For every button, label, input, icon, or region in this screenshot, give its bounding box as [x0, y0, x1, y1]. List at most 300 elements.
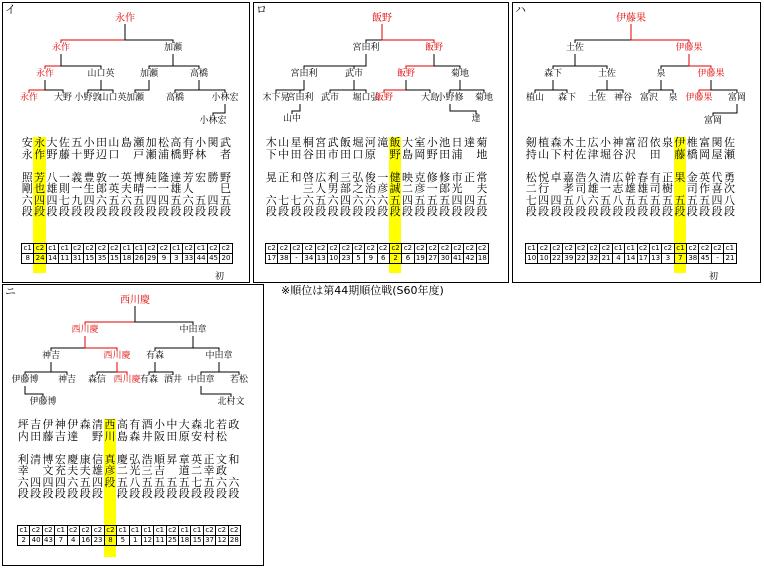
rank-order-cell: 28 [229, 536, 239, 544]
rank-class-cell: c2 [158, 244, 170, 254]
rank-class-cell: c2 [228, 526, 240, 536]
player-column: 剱 持 松 二 七 段 [525, 136, 537, 218]
rank-class-cell: c2 [600, 244, 612, 254]
rank-order-cell: 13 [316, 254, 326, 262]
rank-order-cell: 23 [341, 254, 351, 262]
rank-order-cell: 2 [389, 254, 401, 264]
rank-order-cell: 15 [192, 536, 202, 544]
player-column: 小 林 宏 五 段 [195, 136, 207, 218]
rank-order-cell: 8 [22, 254, 34, 264]
bracket-winner: 伊藤果 [616, 13, 646, 24]
bracket-node: 泉 [668, 93, 678, 103]
rank-class-cell: c2 [104, 526, 116, 536]
rank-class-cell: c1 [46, 244, 58, 254]
rank-order-cell: 22 [552, 254, 561, 262]
player-column: 西 川 真 彦 段 [104, 418, 116, 489]
rank-class-cell: c2 [711, 244, 723, 254]
bracket-line [219, 362, 239, 375]
player-columns [21, 137, 232, 218]
rank-order-cell: 18 [122, 254, 132, 262]
bracket-line [61, 54, 101, 69]
bracket-node: 山中 [282, 114, 302, 124]
bracket-winner: 飯野 [372, 13, 392, 24]
bracket-line [366, 24, 382, 43]
player-column: 伊 藤 果 五 段 [674, 136, 686, 218]
bracket-node: 森信 [87, 375, 107, 385]
player-column: 吉 田 清 四 段 [30, 418, 42, 500]
rank-order-cell: 17 [267, 254, 277, 262]
bracket-node: 加瀬 [125, 93, 145, 103]
bracket-node: 西川慶 [113, 375, 141, 385]
player-column: 土 佐 浩 司 八 段 [575, 136, 587, 218]
player-column: 達 正 四 段 [463, 136, 475, 218]
bracket-line [149, 54, 173, 69]
rank-class-cell: c2 [538, 244, 550, 254]
player-columns [265, 137, 488, 218]
rank-class-cell: c2 [439, 244, 451, 254]
bracket-line [460, 80, 484, 93]
player-columns [525, 137, 736, 218]
bracket-panel [2, 2, 250, 283]
player-column: 政 和 六 段 [228, 418, 240, 500]
rank-order-cell: 8 [104, 536, 116, 546]
bracket-line [135, 306, 193, 325]
rank-order-cell: 33 [184, 254, 194, 262]
bracket-line [85, 306, 135, 325]
rank-class-cell: c1 [55, 526, 67, 536]
rank-order-cell: 30 [440, 254, 450, 262]
bracket-line [330, 80, 354, 93]
rank-class-cell: c2 [377, 244, 389, 254]
player-column: 木 下 晃 六 段 [265, 136, 277, 218]
bracket-line [155, 362, 173, 375]
bracket-node: 西川慶 [103, 351, 131, 361]
bracket-node: 中田章 [179, 325, 207, 335]
player-column: 富 沢 幹 雄 五 段 [624, 136, 636, 218]
rank-class-cell: c2 [451, 244, 463, 254]
bracket-node: 伊藤果 [685, 93, 713, 103]
bracket-line [597, 80, 607, 93]
bracket-node: 小林宏 [199, 116, 227, 126]
rank-order-cell: 29 [147, 254, 157, 262]
bracket-line [649, 80, 661, 93]
rank-class-cell: c2 [699, 244, 711, 254]
rank-order-cell: 27 [428, 254, 438, 262]
bracket-node: 宮田利 [286, 93, 314, 103]
bracket-node: 永作 [51, 43, 71, 53]
bracket-line [85, 336, 117, 351]
player-column: 中 田 昇 五 段 [166, 418, 178, 500]
panel-label: イ [5, 3, 16, 16]
player-column: 日 浦 市 光 四 段 [451, 136, 463, 218]
rank-order-cell: 26 [134, 254, 144, 262]
bracket-line [699, 80, 711, 93]
rank-order-cell: 17 [638, 254, 648, 262]
rank-order-cell: 3 [170, 254, 182, 264]
rank-class-cell: c2 [352, 244, 364, 254]
bracket-line [88, 80, 101, 93]
rank-order-cell: 45 [700, 254, 710, 262]
rank-class-cell: c2 [327, 244, 339, 254]
bracket-node: 堀口弘 [352, 93, 380, 103]
bracket-node: 神吉 [41, 351, 61, 361]
player-column: 桐 谷 啓 三 六 段 [302, 136, 314, 218]
player-column: 山 口 一 英 五 段 [108, 136, 120, 218]
bracket-node: 若松 [229, 375, 249, 385]
bracket-node: 土佐 [587, 93, 607, 103]
player-column: 神 吉 宏 充 四 段 [54, 418, 66, 500]
player-column: 飯 田 三 部 四 段 [340, 136, 352, 218]
player-column: 山 中 正 七 段 [278, 136, 290, 218]
rank-class-cell: c1 [649, 244, 661, 254]
rank-class-cell: c2 [662, 244, 674, 254]
bracket-node: 達 [471, 114, 481, 124]
rank-class-cell: c2 [30, 526, 42, 536]
rank-class-cell: c1 [154, 526, 166, 536]
player-column: 高 橋 達 雄 五 段 [170, 136, 182, 218]
bracket-line [199, 80, 225, 93]
player-column: 有 野 芳 人 六 段 [182, 136, 194, 218]
player-column: 酒 井 浩 三 五 段 [141, 418, 153, 500]
player-column: 田 辺 敦 郎 六 段 [96, 136, 108, 218]
rank-order-cell: 31 [72, 254, 82, 262]
rank-order-cell: 24 [35, 254, 45, 262]
bracket-line [661, 54, 689, 69]
rank-class-cell: c2 [340, 244, 352, 254]
bracket-node: 永作 [19, 93, 39, 103]
rank-class-cell: c1 [612, 244, 624, 254]
rank-class-cell: c2 [34, 244, 46, 254]
bracket-panel [512, 2, 761, 283]
rank-order-cell: 37 [205, 536, 215, 544]
rank-class-cell: c1 [141, 526, 153, 536]
player-column: 松 浦 隆 一 四 段 [157, 136, 169, 218]
bracket-line [450, 104, 476, 114]
rank-order-cell: 12 [217, 536, 227, 544]
bracket-node: 植山 [525, 93, 545, 103]
player-column: 関 勝 四 段 [207, 136, 219, 218]
rank-order-cell: 14 [626, 254, 636, 262]
bracket-node: 酒井 [163, 375, 183, 385]
bracket-line [450, 80, 460, 93]
rank-order-cell: 38 [688, 254, 698, 262]
bracket-node: 宮田利 [290, 69, 318, 79]
rank-order-cell: 6 [377, 254, 389, 264]
player-column: 北 村 正 幸 五 段 [203, 418, 215, 500]
rank-class-cell: c2 [108, 244, 120, 254]
player-column: 伊 達 慶 夫 六 段 [67, 418, 79, 500]
player-column: 大 原 章 道 五 段 [178, 418, 190, 500]
bracket-line [661, 80, 673, 93]
bracket-line [51, 362, 67, 375]
bracket-node: 飯野 [374, 93, 394, 103]
player-column: 高 島 慶 二 五 段 [116, 418, 128, 500]
rank-table [525, 243, 737, 264]
bracket-line [175, 80, 199, 93]
panel-label: ハ [515, 3, 526, 16]
rank-order-cell: 5 [117, 536, 129, 546]
rank-order-cell: 12 [143, 536, 153, 544]
rank-order-cell: 39 [564, 254, 574, 262]
bracket-line [354, 54, 366, 69]
rank-order-cell: 22 [576, 254, 586, 262]
bracket-node: 中田章 [205, 351, 233, 361]
bracket-node: 永作 [35, 69, 55, 79]
rank-order-cell: 6 [402, 254, 414, 264]
player-column: 滝 一 彦 六 段 [377, 136, 389, 218]
rank-class-cell: c2 [587, 244, 599, 254]
panel-label: ニ [5, 285, 16, 298]
bracket-node: 富岡 [727, 93, 747, 103]
player-column: 伊 藤 博 文 四 段 [42, 418, 54, 500]
rank-order-cell: 45 [209, 254, 219, 262]
panel-label: ロ [256, 3, 267, 16]
rank-order-cell: 2 [18, 536, 30, 546]
rank-order-cell: 11 [155, 536, 165, 544]
player-columns [17, 419, 240, 500]
player-column: 小 阪 順 吉 五 段 [153, 418, 165, 500]
bracket-line [45, 54, 61, 69]
player-column: 永 作 芳 也 四 段 [34, 136, 46, 218]
bracket-node: 木下晃 [262, 93, 290, 103]
bracket-line [382, 24, 434, 43]
bracket-line [304, 54, 366, 69]
bracket-node: 菊地 [474, 93, 494, 103]
rank-class-cell: c2 [71, 244, 83, 254]
rank-order-cell: 3 [662, 254, 674, 264]
rank-order-cell: 32 [589, 254, 599, 262]
player-column: 島 英 夫 六 段 [120, 136, 132, 218]
player-column: 小 野 修 一 五 段 [426, 136, 438, 218]
bracket-node: 富沢 [639, 93, 659, 103]
rank-class-cell: c1 [191, 526, 203, 536]
player-column: 河 原 俊 治 六 段 [364, 136, 376, 218]
bracket-line [201, 386, 231, 397]
player-column: 小 野 豊 生 四 段 [83, 136, 95, 218]
bracket-panel [253, 2, 509, 283]
bracket-node: 高橋 [165, 93, 185, 103]
rank-class-cell: c2 [67, 526, 79, 536]
player-column: 沼 春 雄 五 段 [637, 136, 649, 218]
player-column: 広 津 久 雄 六 段 [587, 136, 599, 218]
bracket-line [61, 24, 125, 43]
player-column: 椎 橋 金 司 五 段 [686, 136, 698, 218]
rank-order-cell: 42 [465, 254, 475, 262]
player-column: 加 瀬 純 一 四 段 [145, 136, 157, 218]
player-column: 神 谷 広 志 八 段 [612, 136, 624, 218]
bracket-line [193, 336, 219, 351]
bracket-line [406, 54, 434, 69]
rank-order-cell: 20 [221, 254, 231, 262]
player-column: 森 康 夫 五 段 [79, 418, 91, 500]
player-column: 森 下 卓 四 段 [550, 136, 562, 218]
rank-order-cell: 34 [304, 254, 314, 262]
bracket-line [173, 54, 199, 69]
rank-class-cell: c2 [96, 244, 108, 254]
player-column: 小 堀 清 一 五 段 [600, 136, 612, 218]
bracket-line [97, 362, 117, 375]
player-column: 瀬 戸 博 晴 五 段 [133, 136, 145, 218]
bracket-line [553, 80, 567, 93]
bracket-line [25, 386, 43, 397]
rank-order-cell: 4 [612, 254, 624, 264]
player-column: 飯 野 健 誠 五 段 [389, 136, 401, 218]
rank-class-cell: c2 [278, 244, 290, 254]
rank-order-cell: 4 [67, 536, 79, 546]
player-column: 坪 内 利 幸 六 段 [17, 418, 29, 500]
rank-table [17, 525, 241, 546]
bracket-node: 伊藤博 [29, 397, 57, 407]
bracket-line [51, 336, 85, 351]
bracket-node: 森下 [543, 69, 563, 79]
bracket-line [711, 80, 737, 93]
rank-class-cell: c1 [724, 244, 736, 254]
rank-order-cell: 9 [158, 254, 170, 264]
bracket-line [117, 362, 127, 375]
rank-class-cell: c2 [166, 526, 178, 536]
rank-class-cell: c1 [18, 526, 30, 536]
player-column: 宮 田 広 人 五 段 [315, 136, 327, 218]
bracket-node: 西川慶 [71, 325, 99, 335]
bracket-line [101, 80, 113, 93]
bracket-node: 加瀬 [163, 43, 183, 53]
rank-class-cell: c2 [92, 526, 104, 536]
bracket-winner: 永作 [115, 13, 135, 24]
bracket-node: 大野 [53, 93, 73, 103]
rank-order-cell: 10 [329, 254, 339, 262]
bracket-node: 伊藤果 [697, 69, 725, 79]
rank-class-cell: c1 [59, 244, 71, 254]
rank-order-cell: 44 [196, 254, 206, 262]
bracket-line [155, 336, 193, 351]
bracket-node: 有森 [145, 351, 165, 361]
rank-order-cell: 25 [167, 536, 177, 544]
rank-class-cell: c2 [207, 244, 219, 254]
rank-order-cell: 18 [180, 536, 190, 544]
bracket-node: 山口英 [99, 93, 127, 103]
bracket-line [354, 80, 366, 93]
player-column: 植 山 悦 行 四 段 [538, 136, 550, 218]
bracket-line [535, 80, 553, 93]
rank-order-cell: 18 [477, 254, 487, 262]
rank-class-cell: c2 [83, 244, 95, 254]
player-column: 清 野 信 雄 四 段 [92, 418, 104, 500]
rank-order-cell: 19 [415, 254, 425, 262]
rank-class-cell: c2 [389, 244, 401, 254]
bracket-winner: 西川慶 [120, 295, 150, 306]
player-column: 富 岡 英 作 五 段 [699, 136, 711, 218]
player-column: 池 田 修 郎 五 段 [439, 136, 451, 218]
rank-class-cell: c1 [22, 244, 34, 254]
player-column: 佐 藤 一 則 七 段 [58, 136, 70, 218]
ranking-note: ※順位は第44期順位戦(S60年度) [281, 284, 444, 297]
bracket-node: 森下 [557, 93, 577, 103]
bracket-node: 北村文 [217, 397, 245, 407]
bracket-line [689, 54, 711, 69]
rank-order-cell: 9 [365, 254, 377, 264]
bracket-line [631, 24, 689, 43]
rank-class-cell: c2 [220, 244, 232, 254]
rank-class-cell: c2 [637, 244, 649, 254]
bracket-line [575, 24, 631, 43]
bracket-line [125, 24, 173, 43]
rank-class-cell: c2 [203, 526, 215, 536]
rank-class-cell: c2 [402, 244, 414, 254]
player-column: 大 野 八 雄 四 段 [46, 136, 58, 218]
rank-class-cell: c1 [625, 244, 637, 254]
bracket-node: 山口英 [87, 69, 115, 79]
rank-order-cell: 21 [601, 254, 611, 262]
bracket-line [384, 80, 406, 93]
rank-order-cell: 16 [81, 536, 91, 544]
bracket-node: 伊藤博 [11, 375, 39, 385]
player-column: 堀 口 弘 之 六 段 [352, 136, 364, 218]
rank-class-cell: c1 [526, 244, 538, 254]
player-column: 木 村 嘉 孝 五 段 [562, 136, 574, 218]
bracket-node: 大島 [420, 93, 440, 103]
bracket-node: 小野敦 [74, 93, 102, 103]
rank-order-cell: 13 [651, 254, 661, 262]
rank-class-cell: c2 [563, 244, 575, 254]
bracket-line [406, 80, 430, 93]
bracket-line [29, 80, 45, 93]
rank-order-cell: 15 [85, 254, 95, 262]
bracket-line [135, 80, 149, 93]
bracket-line [149, 362, 155, 375]
rank-class-cell: c2 [464, 244, 476, 254]
player-column: 五 十 義 一 九 段 [71, 136, 83, 218]
bracket-node: 有森 [139, 375, 159, 385]
bracket-node: 土佐 [597, 69, 617, 79]
rank-order-cell: 38 [279, 254, 289, 262]
bracket-node: 宮田利 [352, 43, 380, 53]
bracket-line [434, 54, 460, 69]
rank-order-cell: 10 [527, 254, 537, 262]
rank-order-cell: 43 [44, 536, 53, 544]
player-column: 室 岡 克 彦 五 段 [414, 136, 426, 218]
bracket-node: 飯野 [396, 69, 416, 79]
rank-table [265, 243, 489, 264]
rank-class-cell: c2 [365, 244, 377, 254]
bracket-node: 小林宏 [211, 93, 239, 103]
rank-order-cell: 35 [97, 254, 107, 262]
rank-class-cell: c2 [687, 244, 699, 254]
bracket-line [713, 104, 737, 116]
rank-order-cell: 7 [55, 536, 67, 546]
rank-order-cell: 23 [93, 536, 103, 544]
bracket-line [25, 362, 51, 375]
rank-order-cell: 15 [109, 254, 119, 262]
bracket-line [607, 80, 623, 93]
first-entry-mark: 初 [709, 272, 719, 282]
bracket-line [553, 54, 575, 69]
rank-class-cell: c1 [117, 526, 129, 536]
player-column: 安 永 照 剛 六 段 [21, 136, 33, 218]
rank-class-cell: c1 [195, 244, 207, 254]
rank-class-cell: c2 [427, 244, 439, 254]
rank-class-cell: c2 [183, 244, 195, 254]
player-column: 武 市 利 男 六 段 [327, 136, 339, 218]
rank-order-cell: 1 [129, 536, 141, 546]
player-column: 大 島 映 二 四 段 [401, 136, 413, 218]
rank-class-cell: c2 [216, 526, 228, 536]
rank-order-cell: 7 [674, 254, 686, 264]
rank-order-cell: 14 [48, 254, 57, 262]
rank-class-cell: c2 [414, 244, 426, 254]
rank-class-cell: c2 [476, 244, 488, 254]
rank-class-cell: c1 [129, 526, 141, 536]
rank-order-cell: 40 [31, 536, 41, 544]
